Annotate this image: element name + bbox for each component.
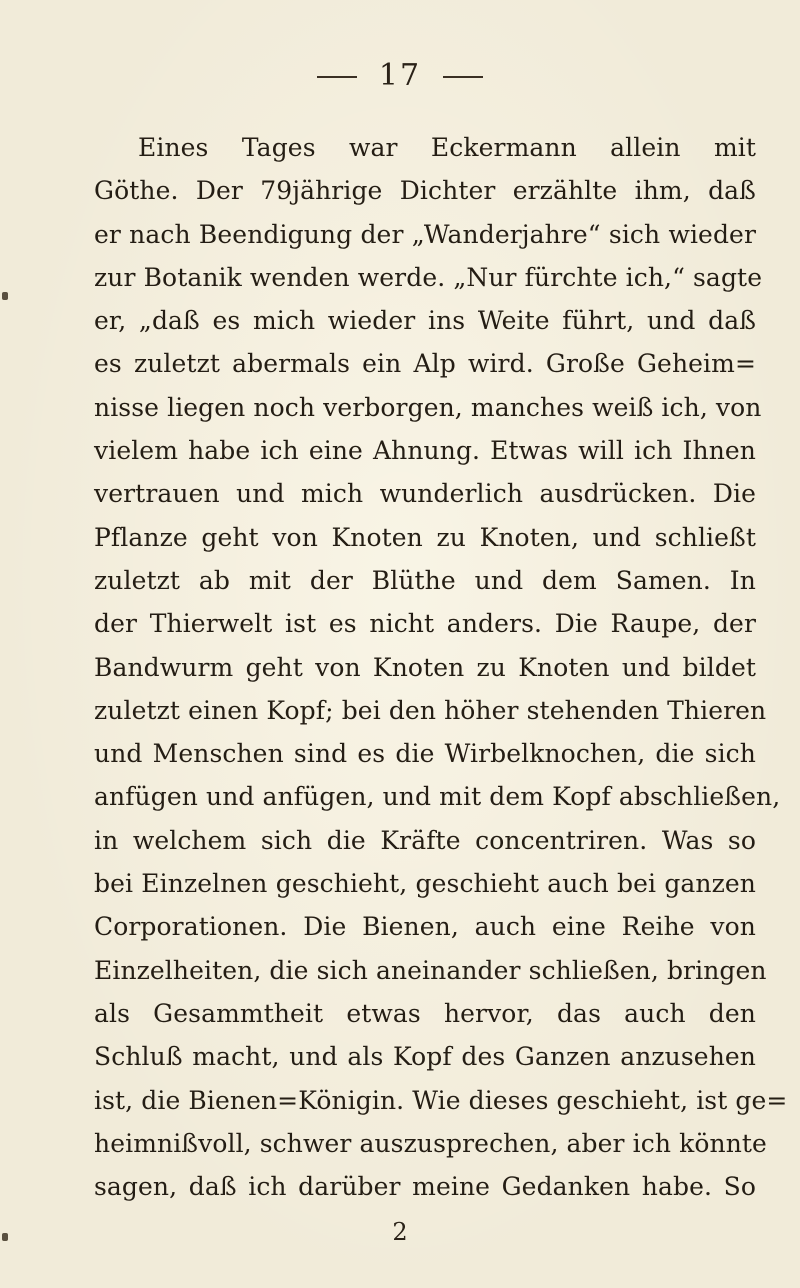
header-dash-right — [443, 76, 483, 78]
text-line: Göthe. Der 79jährige Dichter erzählte ihm, daß — [94, 176, 756, 206]
running-head — [0, 58, 800, 93]
text-line: vertrauen und mich wunderlich ausdrücken. Die — [94, 479, 756, 509]
text-line: ist, die Bienen=Königin. Wie dieses geschieht, ist ge= — [94, 1085, 788, 1115]
text-line: Corporationen. Die Bienen, auch eine Reihe von — [94, 912, 756, 942]
text-line: in welchem sich die Kräfte concentriren. Was so — [94, 825, 756, 855]
text-line: Eines Tages war Eckermann allein mit — [138, 133, 756, 162]
text-line: als Gesammtheit etwas hervor, das auch den — [94, 998, 756, 1028]
text-line: sagen, daß ich darüber meine Gedanken habe. So — [94, 1172, 756, 1202]
body-text — [94, 126, 788, 1208]
text-line: zuletzt einen Kopf; bei den höher stehenden Thieren — [94, 695, 767, 725]
header-dash-left — [317, 76, 357, 78]
signature-mark: 2 — [392, 1218, 408, 1246]
text-line: zuletzt ab mit der Blüthe und dem Samen. In — [94, 565, 756, 595]
text-line: der Thierwelt ist es nicht anders. Die Raupe, der — [94, 609, 756, 639]
text-line: bei Einzelnen geschieht, geschieht auch bei ganzen — [94, 869, 756, 899]
text-line: vielem habe ich eine Ahnung. Etwas will ich Ihnen — [94, 436, 756, 466]
page-number: 17 — [378, 58, 422, 93]
text-line: nisse liegen noch verborgen, manches weiß ich, von — [94, 392, 762, 422]
text-line: zur Botanik wenden werde. „Nur fürchte ich,“ sagte — [94, 262, 763, 292]
text-line: er, „daß es mich wieder ins Weite führt, und daß — [94, 306, 756, 336]
page-edge-mark — [2, 292, 8, 300]
text-line: Einzelheiten, die sich aneinander schließen, bringen — [94, 955, 767, 985]
text-line: Bandwurm geht von Knoten zu Knoten und bildet — [94, 652, 756, 682]
text-line: Schluß macht, und als Kopf des Ganzen anzusehen — [94, 1042, 756, 1072]
text-line: und Menschen sind es die Wirbelknochen, die sich — [94, 739, 756, 769]
text-line: Pflanze geht von Knoten zu Knoten, und schließt — [94, 522, 756, 552]
text-line: er nach Beendigung der „Wanderjahre“ sich wieder — [94, 219, 756, 249]
text-line: es zuletzt abermals ein Alp wird. Große Geheim= — [94, 349, 756, 379]
text-line: anfügen und anfügen, und mit dem Kopf abschließen, — [94, 782, 781, 812]
text-line: heimnißvoll, schwer auszusprechen, aber ich könnte — [94, 1128, 767, 1158]
